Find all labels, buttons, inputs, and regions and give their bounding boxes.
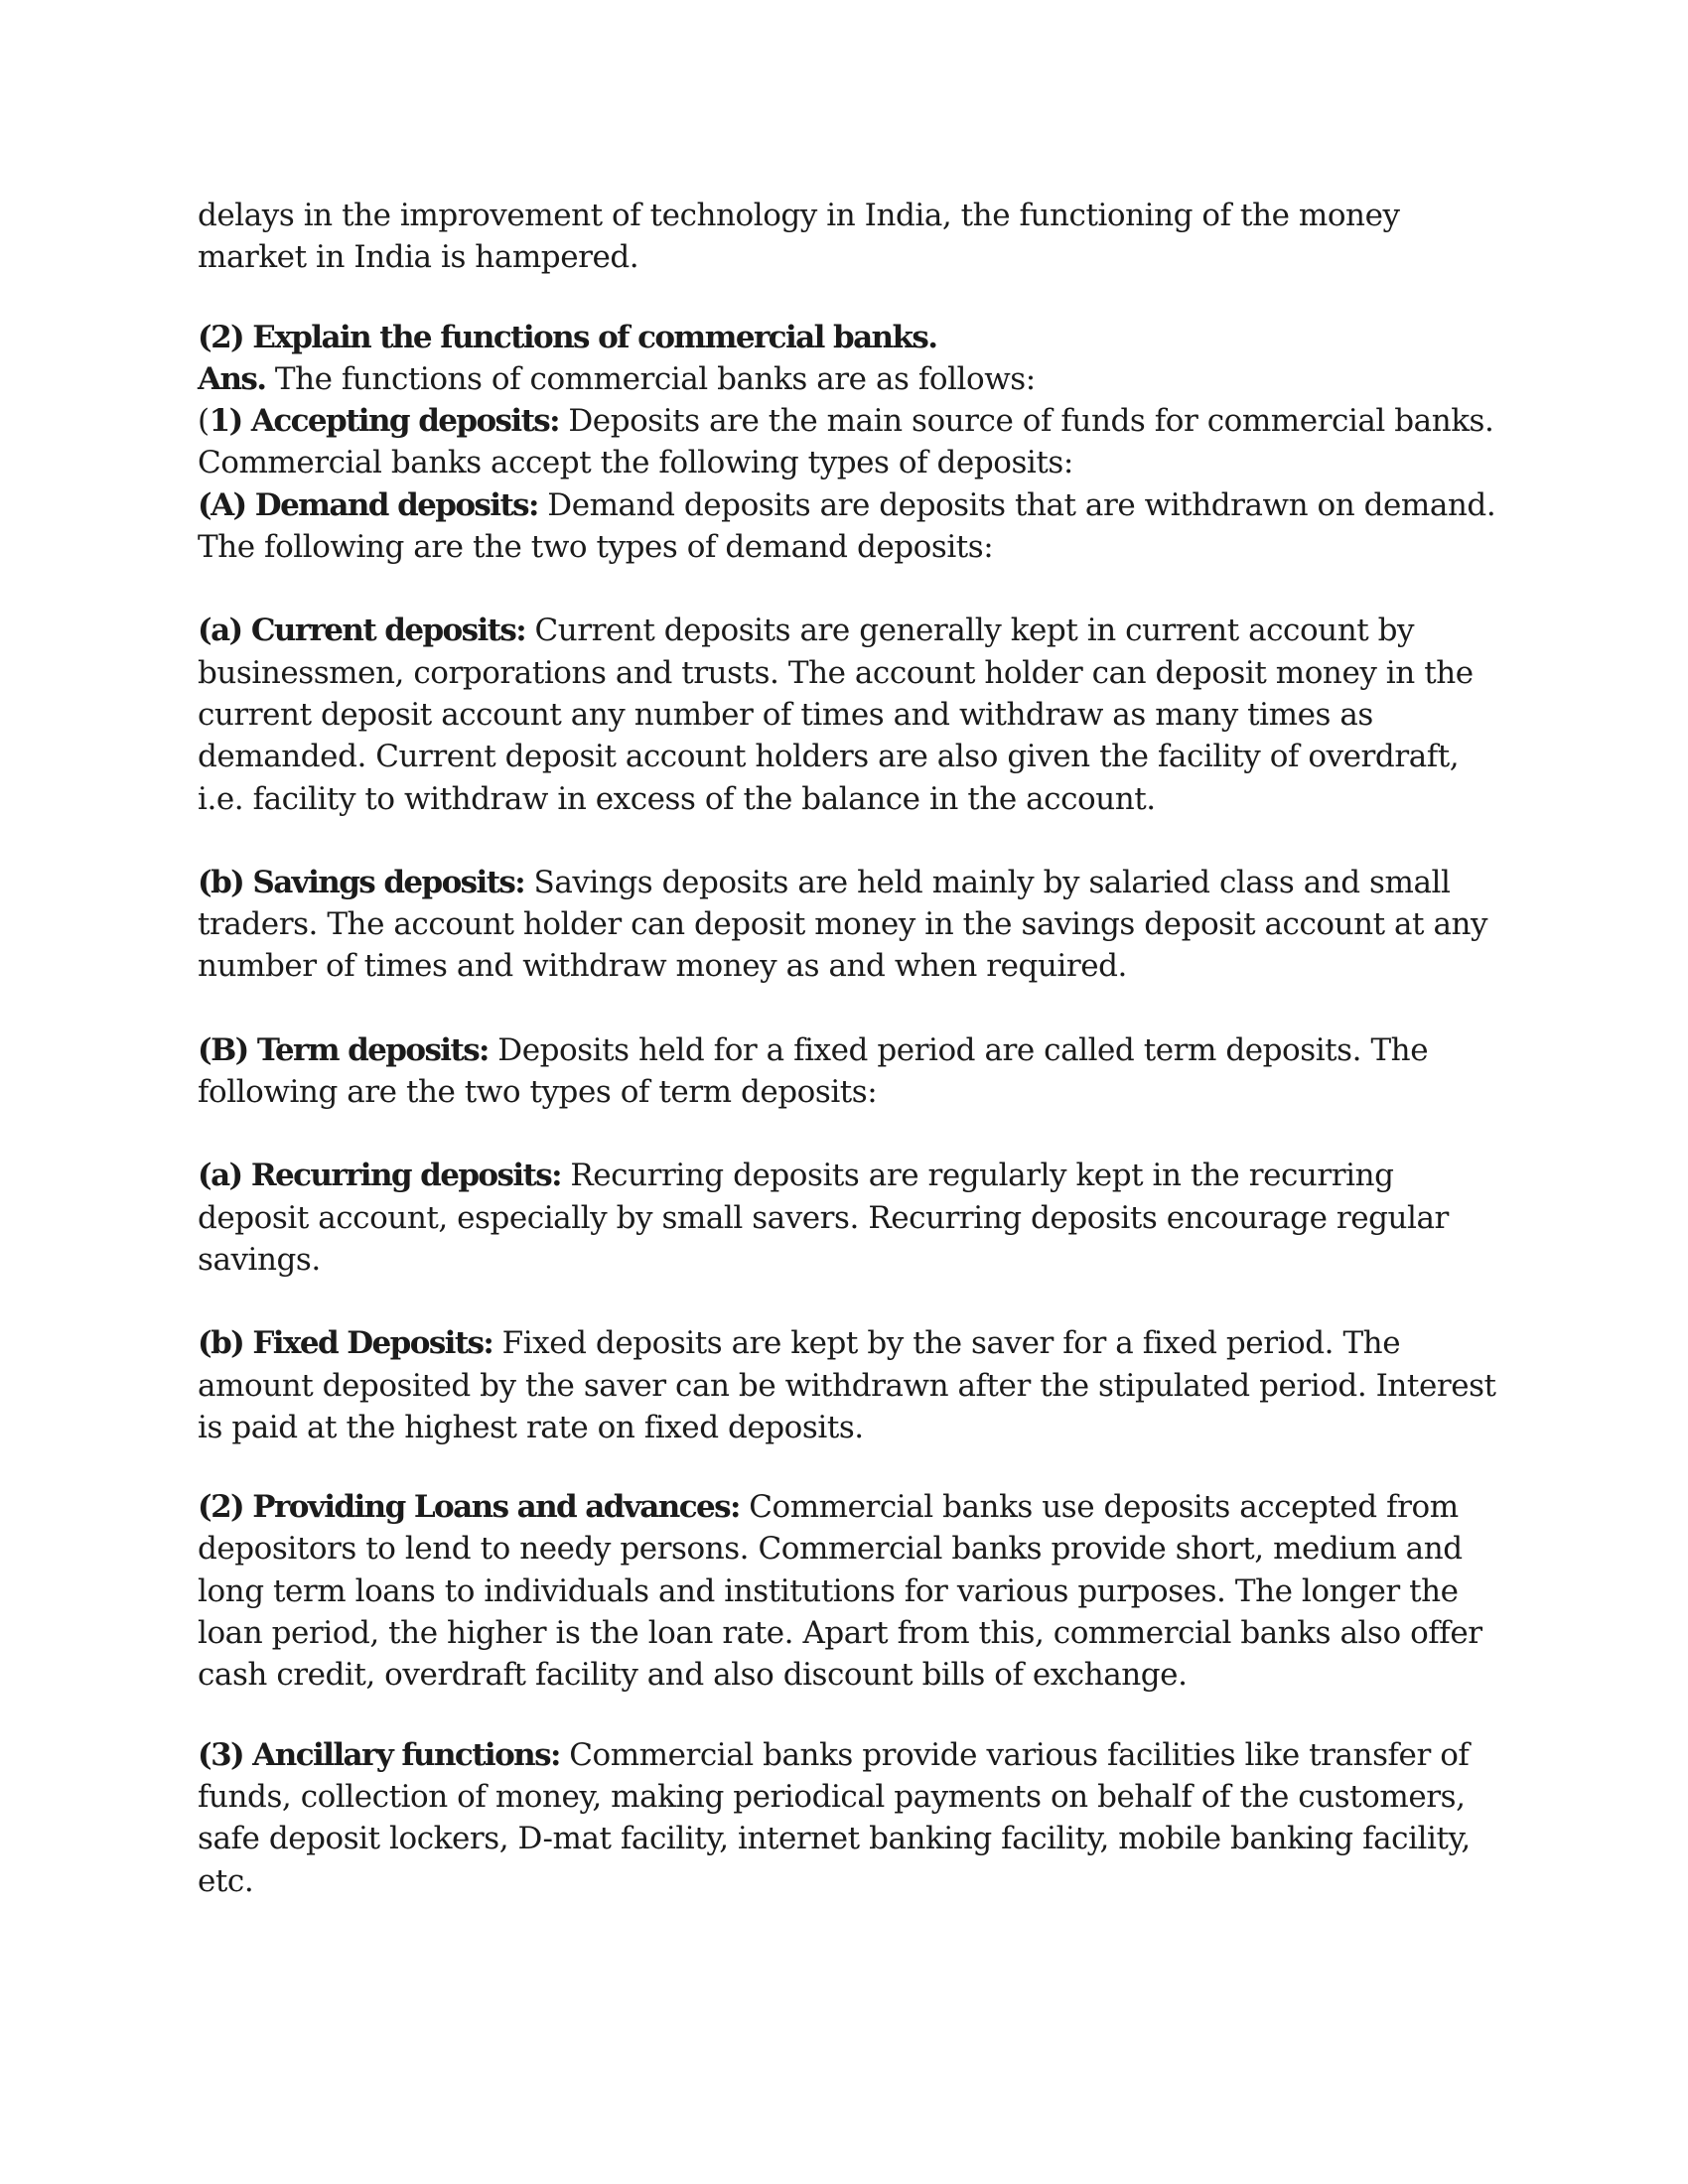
ancillary-functions-text: Commercial banks provide various facilities like transfer of funds, collection of money, making periodical payments on behalf of the customers, safe deposit lockers, D-mat facility, internet banking facility, mobile banking facility, etc. [198,1736,1471,1899]
question-text: (2) Explain the functions of commercial banks. [198,319,937,355]
savings-deposits-label: (b) Savings deposits: [198,864,525,900]
accepting-deposits-paragraph [198,400,1508,484]
answer-label: Ans. [198,360,266,397]
recurring-deposits-label: (a) Recurring deposits: [198,1158,561,1194]
current-deposits-text: Current deposits are generally kept in current account by businessmen, corporations and trusts. The account holder can deposit money in the current deposit account any number of times and withdraw as many times as demanded. Current deposit account holders are also given the facility of overdraft, i.e. facility to withdraw in excess of the balance in the account. [198,613,1474,817]
term-deposits-paragraph [198,1029,1508,1114]
accepting-deposits-label: 1) Accepting deposits: [209,403,559,440]
recurring-deposits-paragraph [198,1155,1508,1281]
ancillary-functions-paragraph [198,1734,1508,1902]
demand-deposits-followup: The following are the two types of demand deposits: [198,529,994,566]
loans-advances-text: Commercial banks use deposits accepted from depositors to lend to needy persons. Commercial banks provide short, medium and long term loans to individuals and institutions for various purposes. The longer the loan period, the higher is the loan rate. Apart from this, commercial banks also offer cash credit, overdraft facility and also discount bills of exchange. [198,1489,1482,1694]
loans-advances-label: (2) Providing Loans and advances: [198,1489,740,1526]
savings-deposits-text: Savings deposits are held mainly by salaried class and small traders. The account holder can deposit money in the savings deposit account at any number of times and withdraw money as and when required. [198,864,1488,985]
current-deposits-label: (a) Current deposits: [198,613,526,649]
fixed-deposits-text: Fixed deposits are kept by the saver for a fixed period. The amount deposited by the saver can be withdrawn after the stipulated period. Interest is paid at the highest rate on fixed deposits. [198,1325,1496,1445]
ancillary-functions-label: (3) Ancillary functions: [198,1736,560,1773]
continuation-paragraph: delays in the improvement of technology in India, the functioning of the money market in India is hampered. [198,198,1400,276]
term-deposits-text: Deposits held for a fixed period are called term deposits. The following are the two types of term deposits: [198,1031,1429,1111]
demand-deposits-label: (A) Demand deposits: [198,486,538,523]
document-page [198,195,1508,1902]
fixed-deposits-label: (b) Fixed Deposits: [198,1325,493,1362]
term-deposits-label: (B) Term deposits: [198,1031,489,1068]
loans-advances-paragraph [198,1486,1508,1696]
answer-intro-text: The functions of commercial banks are as follows: [265,360,1036,397]
question-heading [198,317,1508,358]
savings-deposits-paragraph [198,862,1508,988]
fixed-deposits-paragraph [198,1322,1508,1448]
answer-intro [198,358,1508,400]
current-deposits-paragraph [198,610,1508,819]
demand-deposits-paragraph [198,484,1508,526]
demand-deposits-text: Demand deposits are deposits that are withdrawn on demand. [537,486,1496,523]
accepting-deposits-text: Deposits are the main source of funds for commercial banks. Commercial banks accept the following types of deposits: [198,403,1494,481]
accepting-deposits-prefix: ( [198,403,210,440]
recurring-deposits-text: Recurring deposits are regularly kept in the recurring deposit account, especially by small savers. Recurring deposits encourage regular savings. [198,1158,1449,1278]
